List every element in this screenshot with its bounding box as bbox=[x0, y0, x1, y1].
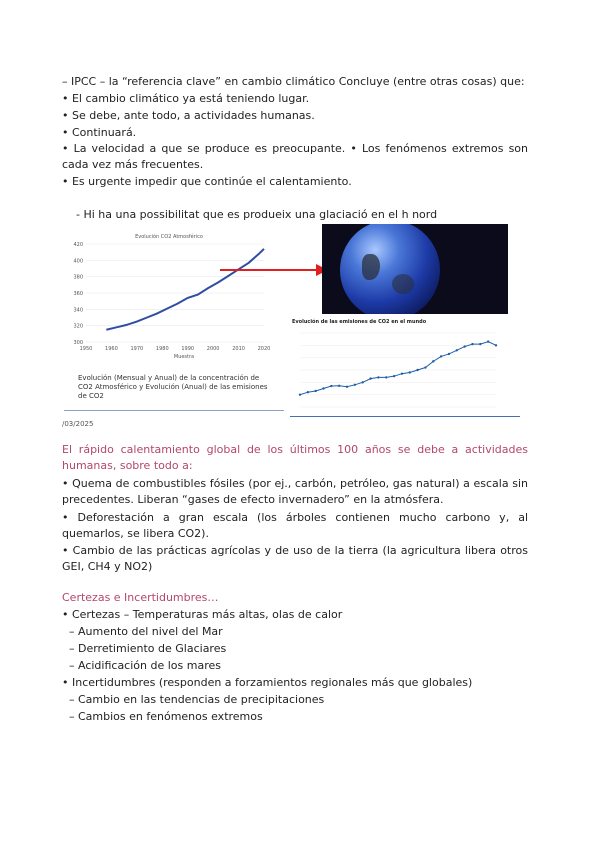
chart-title: Evolución CO2 Atmosférico bbox=[135, 234, 203, 240]
data-point bbox=[330, 385, 332, 387]
data-point bbox=[401, 373, 403, 375]
x-tick-label: 1980 bbox=[155, 346, 169, 352]
y-tick-label: 360 bbox=[73, 291, 83, 297]
data-point bbox=[487, 340, 489, 342]
y-tick-label: 380 bbox=[73, 274, 83, 281]
data-point bbox=[299, 393, 301, 395]
list-item: – Aumento del nivel del Mar bbox=[62, 625, 223, 638]
x-tick-label: 1990 bbox=[181, 346, 195, 352]
divider bbox=[290, 416, 520, 417]
date-label: /03/2025 bbox=[62, 420, 94, 428]
data-point bbox=[322, 387, 324, 389]
x-tick-label: 2020 bbox=[257, 346, 271, 352]
data-point bbox=[424, 366, 426, 368]
data-point bbox=[377, 376, 379, 378]
list-item: – Cambio en las tendencias de precipitaciones bbox=[62, 693, 325, 706]
data-point bbox=[314, 390, 316, 392]
data-point bbox=[448, 353, 450, 355]
arrow-icon bbox=[220, 262, 330, 278]
list-item: • El cambio climático ya está teniendo lugar. bbox=[62, 92, 310, 105]
list-item: • Deforestación a gran escala (los árboles contienen mucho carbono y, al quemarlos, se libera CO2). bbox=[62, 511, 528, 540]
x-tick-label: 1950 bbox=[79, 346, 93, 352]
co2-emissions-chart bbox=[290, 327, 504, 415]
data-point bbox=[432, 360, 434, 362]
data-point bbox=[307, 391, 309, 393]
data-point bbox=[409, 371, 411, 373]
x-tick-label: 2010 bbox=[232, 346, 245, 352]
data-point bbox=[385, 376, 387, 378]
y-tick-label: 340 bbox=[73, 307, 83, 314]
data-point bbox=[416, 369, 418, 371]
data-point bbox=[362, 381, 364, 383]
data-point bbox=[479, 343, 481, 345]
ipcc-intro: – IPCC – la “referencia clave” en cambio climático Concluye (entre otras cosas) que: bbox=[62, 75, 525, 88]
list-item: • Continuará. bbox=[62, 126, 137, 139]
data-point bbox=[354, 384, 356, 386]
data-point bbox=[463, 345, 465, 347]
earth-image bbox=[322, 224, 508, 314]
data-point bbox=[495, 344, 497, 346]
data-point bbox=[440, 355, 442, 357]
list-item: • Es urgente impedir que continúe el calentamiento. bbox=[62, 175, 352, 188]
list-item: • Cambio de las prácticas agrícolas y de uso de la tierra (la agricultura libera otros GEI, CH4 y NO2) bbox=[62, 544, 528, 573]
list-item: • La velocidad a que se produce es preocupante. • Los fenómenos extremos son cada vez más frecuentes. bbox=[62, 142, 528, 171]
y-tick-label: 400 bbox=[73, 258, 83, 265]
data-point bbox=[456, 349, 458, 351]
list-item: • Quema de combustibles fósiles (por ej., carbón, petróleo, gas natural) a escala sin precedentes. Liberan “gases de efecto invernadero” en la atmósfera. bbox=[62, 477, 528, 506]
list-item: – Derretimiento de Glaciares bbox=[62, 642, 227, 655]
data-point bbox=[369, 377, 371, 379]
y-tick-label: 300 bbox=[73, 340, 83, 346]
y-tick-label: 420 bbox=[73, 242, 83, 248]
emissions-series-line bbox=[300, 342, 496, 395]
list-item: • Incertidumbres (responden a forzamientos regionales más que globales) bbox=[62, 676, 473, 689]
data-point bbox=[338, 385, 340, 387]
divider bbox=[64, 410, 284, 411]
figure-caption: Evolución (Mensual y Anual) de la concentración de CO2 Atmosférico y Evolución (Anual) de las emisiones de CO2 bbox=[78, 374, 268, 400]
x-tick-label: 1970 bbox=[130, 346, 144, 352]
co2-atmospheric-chart bbox=[64, 230, 274, 360]
list-item: • Certezas – Temperaturas más altas, olas de calor bbox=[62, 608, 343, 621]
list-item: – Acidificación de los mares bbox=[62, 659, 221, 672]
y-tick-label: 320 bbox=[73, 323, 83, 330]
chart-title: Evolución de las emisiones de CO2 en el mundo bbox=[292, 319, 427, 325]
list-item: – Cambios en fenómenos extremos bbox=[62, 710, 263, 723]
data-point bbox=[393, 375, 395, 377]
emissions-chart-panel bbox=[290, 319, 504, 415]
x-tick-label: 1960 bbox=[105, 346, 118, 352]
section-title: Certezas e Incertidumbres… bbox=[62, 591, 219, 604]
x-axis-label: Muestra bbox=[173, 354, 195, 360]
list-item: • Se debe, ante todo, a actividades humanas. bbox=[62, 109, 315, 122]
x-tick-label: 2000 bbox=[206, 346, 220, 352]
data-point bbox=[346, 386, 348, 388]
figure bbox=[64, 224, 522, 436]
section-title: El rápido calentamiento global de los últimos 100 años se debe a actividades humanas, sobre todo a: bbox=[62, 443, 528, 472]
data-point bbox=[471, 343, 473, 345]
glaciation-note: - Hi ha una possibilitat que es produeix una glaciació en el h nord bbox=[76, 208, 438, 221]
